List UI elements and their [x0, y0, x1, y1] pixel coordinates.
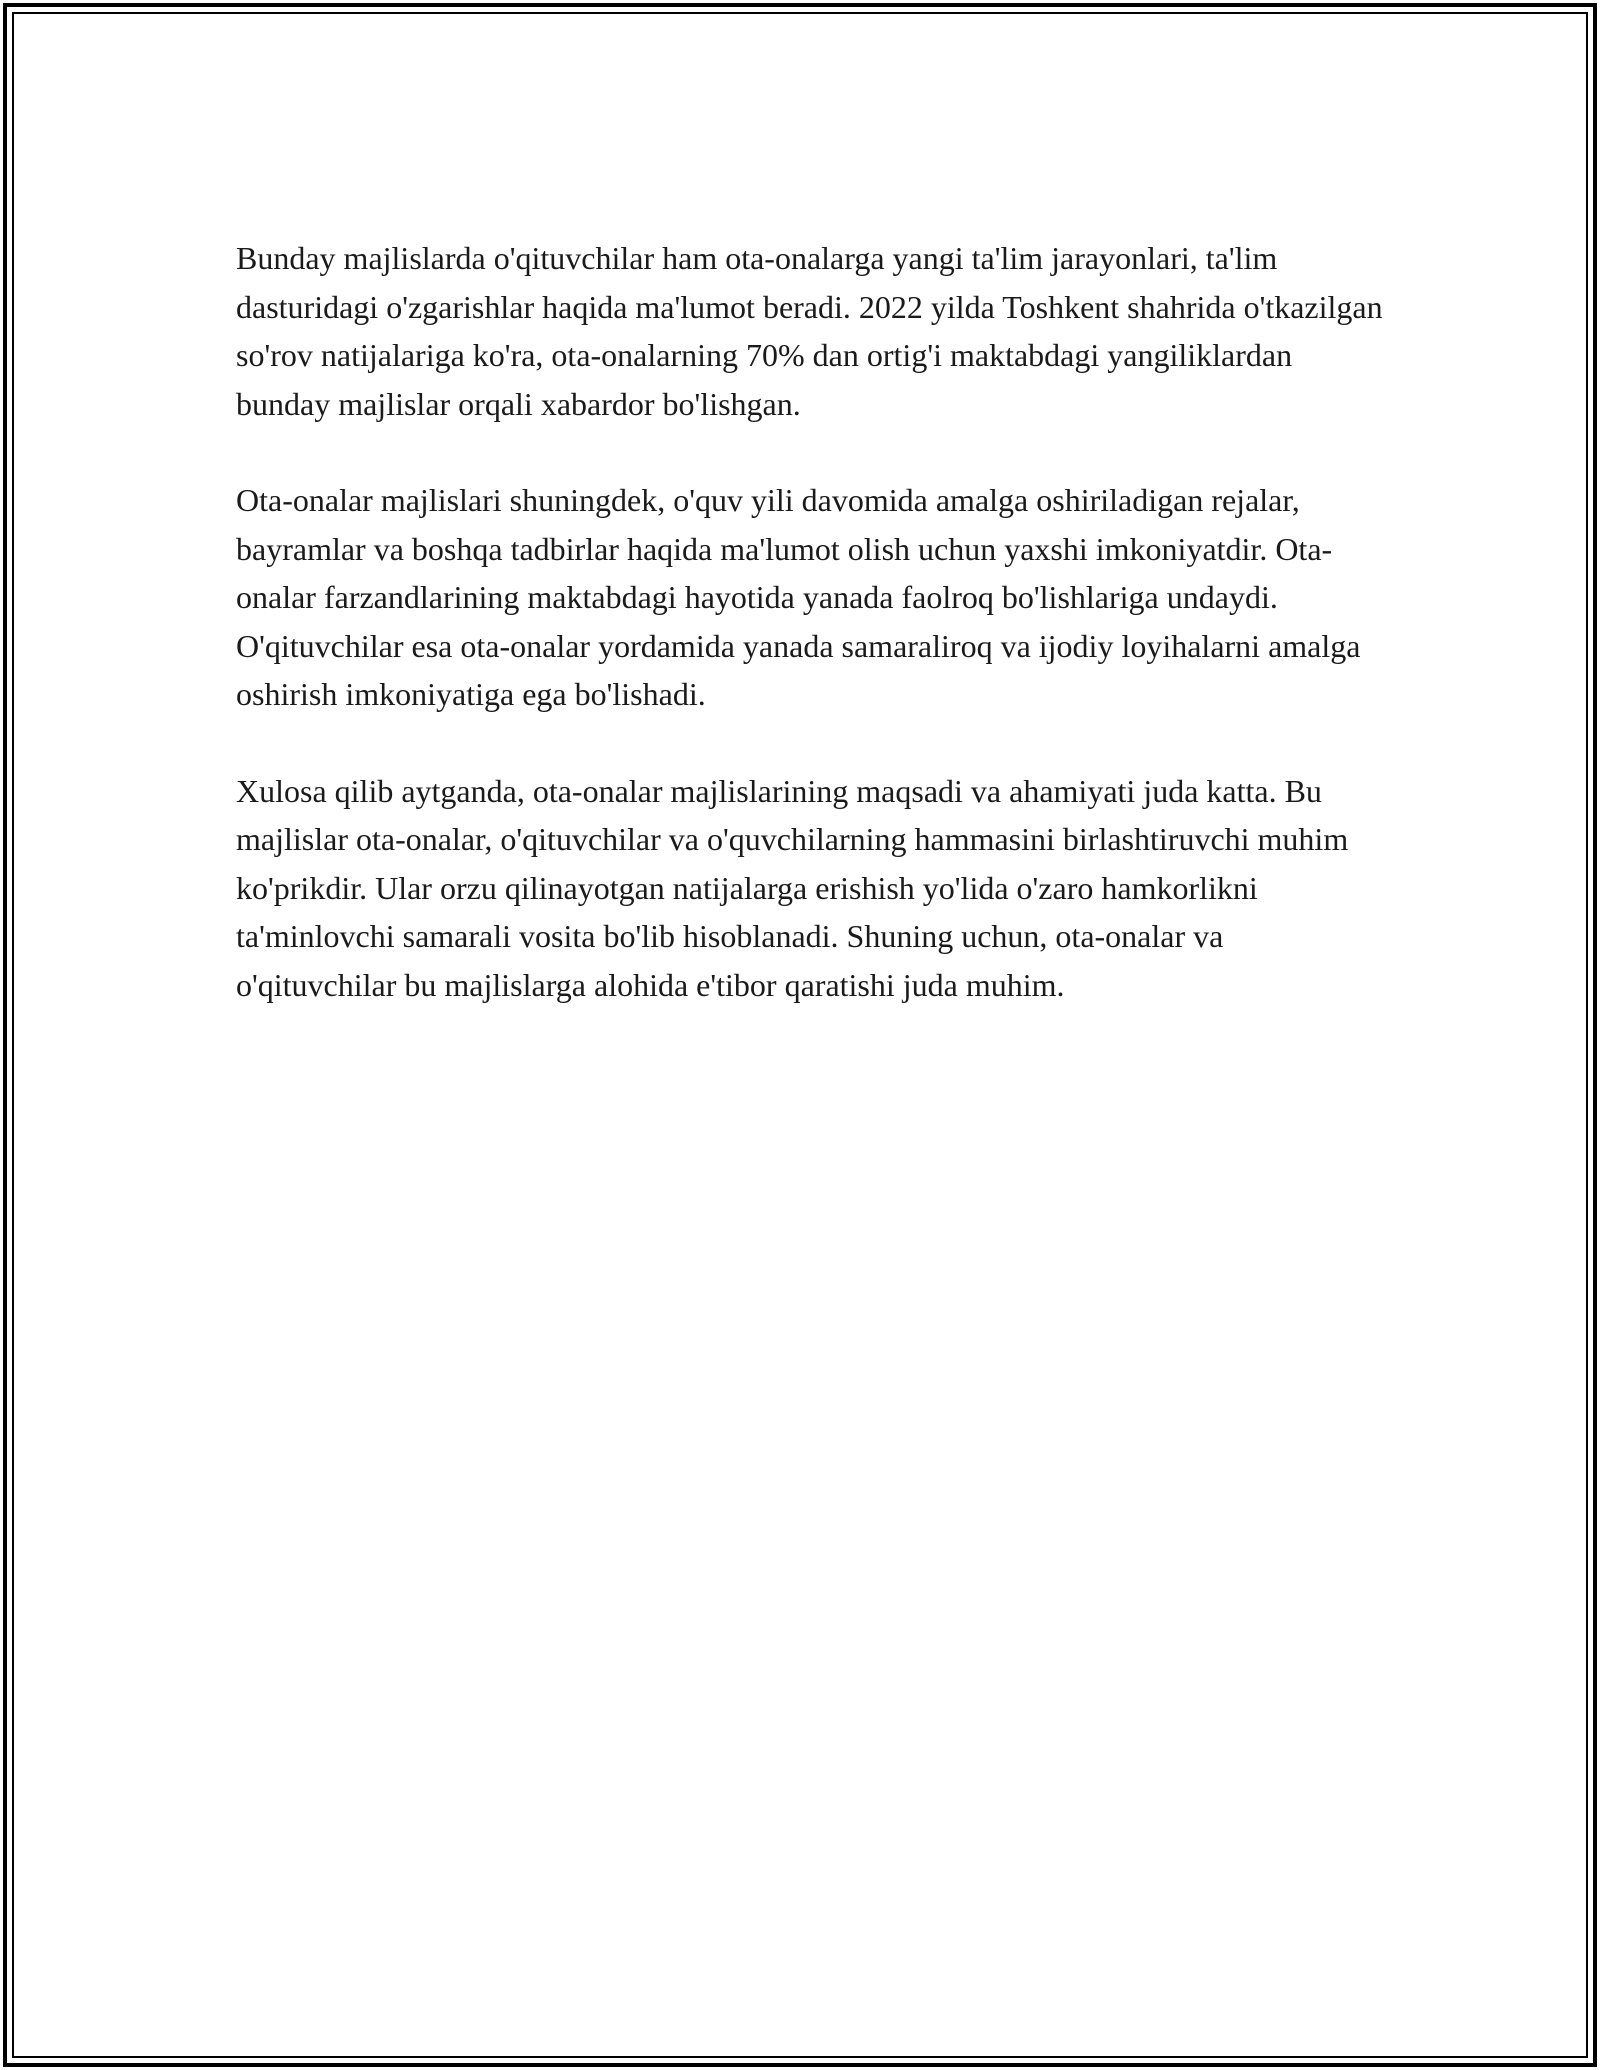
paragraph-3: Xulosa qilib aytganda, ota-onalar majlislarining maqsadi va ahamiyati juda katta. Bu majlislar ota-onalar, o'qituvchilar va o'quvchilarning hammasini birlashtiruvchi muhim ko'prikdir. Ular orzu qilinayotgan natijalarga erishish yo'lida o'zaro hamkorlikni ta'minlovchi samarali vosita bo'lib hisoblanadi. Shuning uchun, ota-onalar va o'qituvchilar bu majlislarga alohida e'tibor qaratishi juda muhim.	[236, 772, 1349, 1003]
document-body	[236, 234, 1386, 1057]
paragraph-2: Ota-onalar majlislari shuningdek, o'quv yili davomida amalga oshiriladigan rejalar, bayramlar va boshqa tadbirlar haqida ma'lumot olish uchun yaxshi imkoniyatdir. Ota-onalar farzandlarining maktabdagi hayotida yanada faolroq bo'lishlariga undaydi. O'qituvchilar esa ota-onalar yordamida yanada samaraliroq va ijodiy loyihalarni amalga oshirish imkoniyatiga ega bo'lishadi.	[236, 482, 1361, 712]
paragraph-1: Bunday majlislarda o'qituvchilar ham ota-onalarga yangi ta'lim jarayonlari, ta'lim dasturidagi o'zgarishlar haqida ma'lumot beradi. 2022 yilda Toshkent shahrida o'tkazilgan so'rov natijalariga ko'ra, ota-onalarning 70% dan ortig'i maktabdagi yangiliklardan bunday majlislar orqali xabardor bo'lishgan.	[236, 240, 1383, 422]
